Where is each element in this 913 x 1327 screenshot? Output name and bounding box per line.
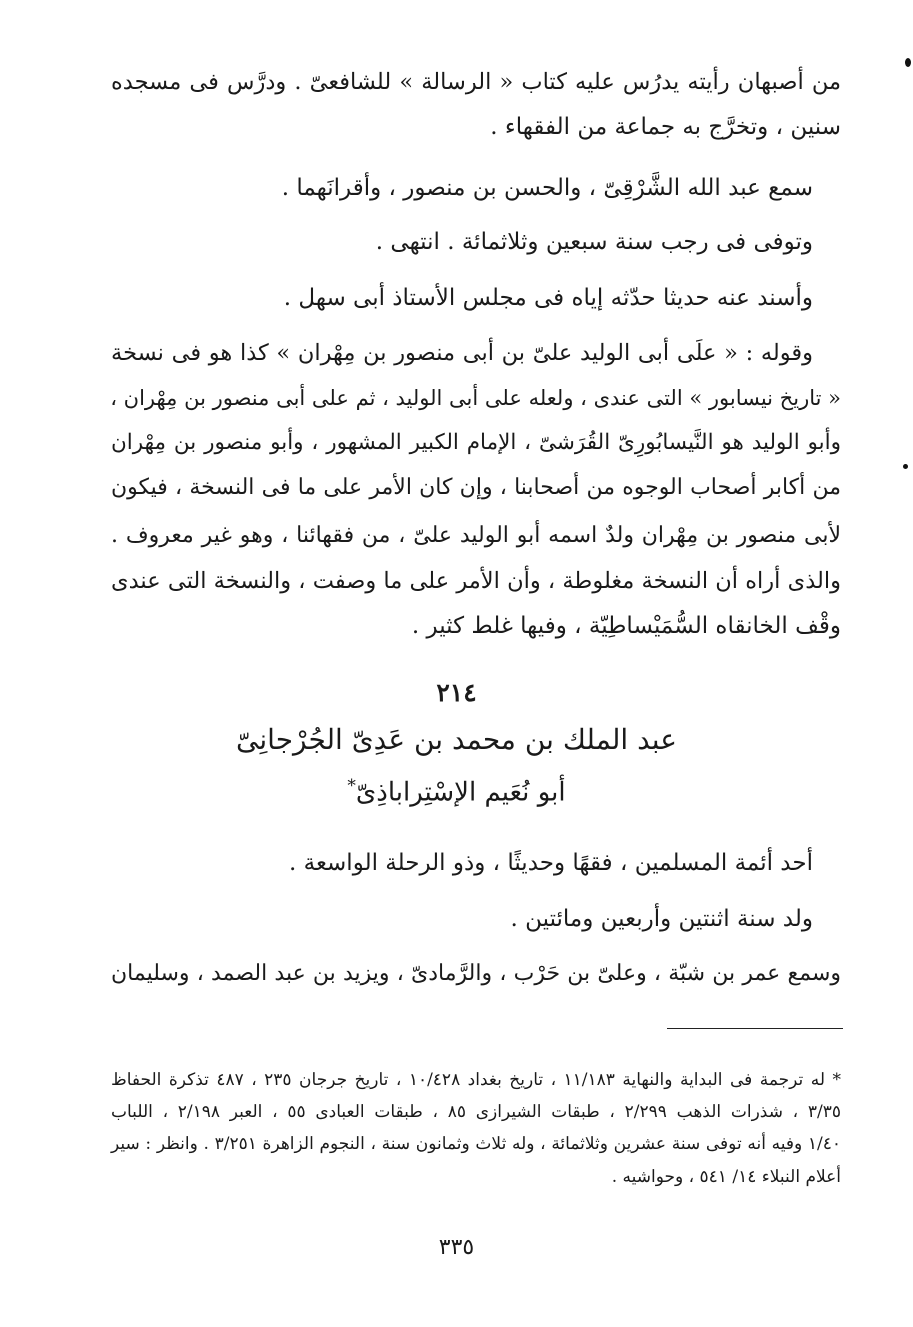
text-line: سنين ، وتخرَّج به جماعة من الفقهاء . [490, 114, 841, 140]
footnote-line: * له ترجمة فى البداية والنهاية ١١/١٨٣ ، تاريخ بغداد ١٠/٤٢٨ ، تاريخ جرجان ٢٣٥ ، ٤٨٧ تذكرة الحفاظ [111, 1070, 841, 1090]
text-line: وسمع عمر بن شبّة ، وعلىّ بن حَرْب ، والرَّمادىّ ، ويزيد بن عبد الصمد ، وسليمان [111, 961, 841, 986]
scan-edge-mark [905, 58, 911, 67]
page-number: ٣٣٥ [438, 1235, 475, 1260]
text-line: وأسند عنه حديثا حدّثه إياه فى مجلس الأستاذ أبى سهل . [283, 285, 813, 311]
text-line: ولد سنة اثنتين وأربعين ومائتين . [510, 906, 813, 932]
footnote-marker: * [347, 776, 356, 796]
text-line: وقْف الخانقاه السُّمَيْساطِيّة ، وفيها غلط كثير . [411, 613, 841, 639]
text-line: سمع عبد الله الشَّرْقِىّ ، والحسن بن منصور ، وأقرانَهما . [281, 175, 813, 201]
entry-number: ٢١٤ [436, 678, 477, 707]
entry-name: عبد الملك بن محمد بن عَدِىّ الجُرْجانِىّ [236, 723, 677, 756]
footnote-line: ٣/٣٥ ، شذرات الذهب ٢/٢٩٩ ، طبقات الشيرازى ٨٥ ، طبقات العبادى ٥٥ ، العبر ٢/١٩٨ ، اللباب [111, 1102, 842, 1122]
text-line: وتوفى فى رجب سنة سبعين وثلاثمائة . انتهى . [375, 229, 813, 255]
text-line: وقوله : « علَى أبى الوليد علىّ بن أبى منصور بن مِهْران » كذا هو فى نسخة [111, 340, 813, 366]
scan-edge-mark [903, 464, 908, 469]
entry-kunya [0, 766, 913, 806]
entry-kunya-text: أبو نُعَيم الإسْتِراباذِىّ [355, 777, 566, 808]
footnote-divider [667, 1028, 843, 1029]
text-line: والذى أراه أن النسخة مغلوطة ، وأن الأمر على ما وصفت ، والنسخة التى عندى [111, 568, 841, 594]
text-line: من أصبهان رأيته يدرُس عليه كتاب « الرسالة » للشافعىّ . ودرَّس فى مسجده [111, 69, 841, 95]
text-line: لأبى منصور بن مِهْران ولدٌ اسمه أبو الوليد علىّ ، من فقهائنا ، وهو غير معروف . [111, 523, 841, 548]
footnote-line: أعلام النبلاء ١٤/ ٥٤١ ، وحواشيه . [611, 1167, 841, 1187]
text-line: « تاريخ نيسابور » التى عندى ، ولعله على أبى الوليد ، ثم على أبى منصور بن مِهْران ، [110, 386, 841, 410]
footnote-line: ١/٤٠ وفيه أنه توفى سنة عشرين وثلاثمائة ، وله ثلاث وثمانون سنة ، النجوم الزاهرة ٣/٢٥١ . وانظر : سير [111, 1134, 841, 1154]
text-line: من أكابر أصحاب الوجوه من أصحابنا ، وإن كان الأمر على ما فى النسخة ، فيكون [111, 475, 841, 500]
text-line: أحد أئمة المسلمين ، فقهًا وحديثًا ، وذو الرحلة الواسعة . [288, 850, 813, 876]
text-line: وأبو الوليد هو النَّيسابُورِىّ القُرَشىّ ، الإمام الكبير المشهور ، وأبو منصور بن مِهْران [111, 430, 841, 455]
